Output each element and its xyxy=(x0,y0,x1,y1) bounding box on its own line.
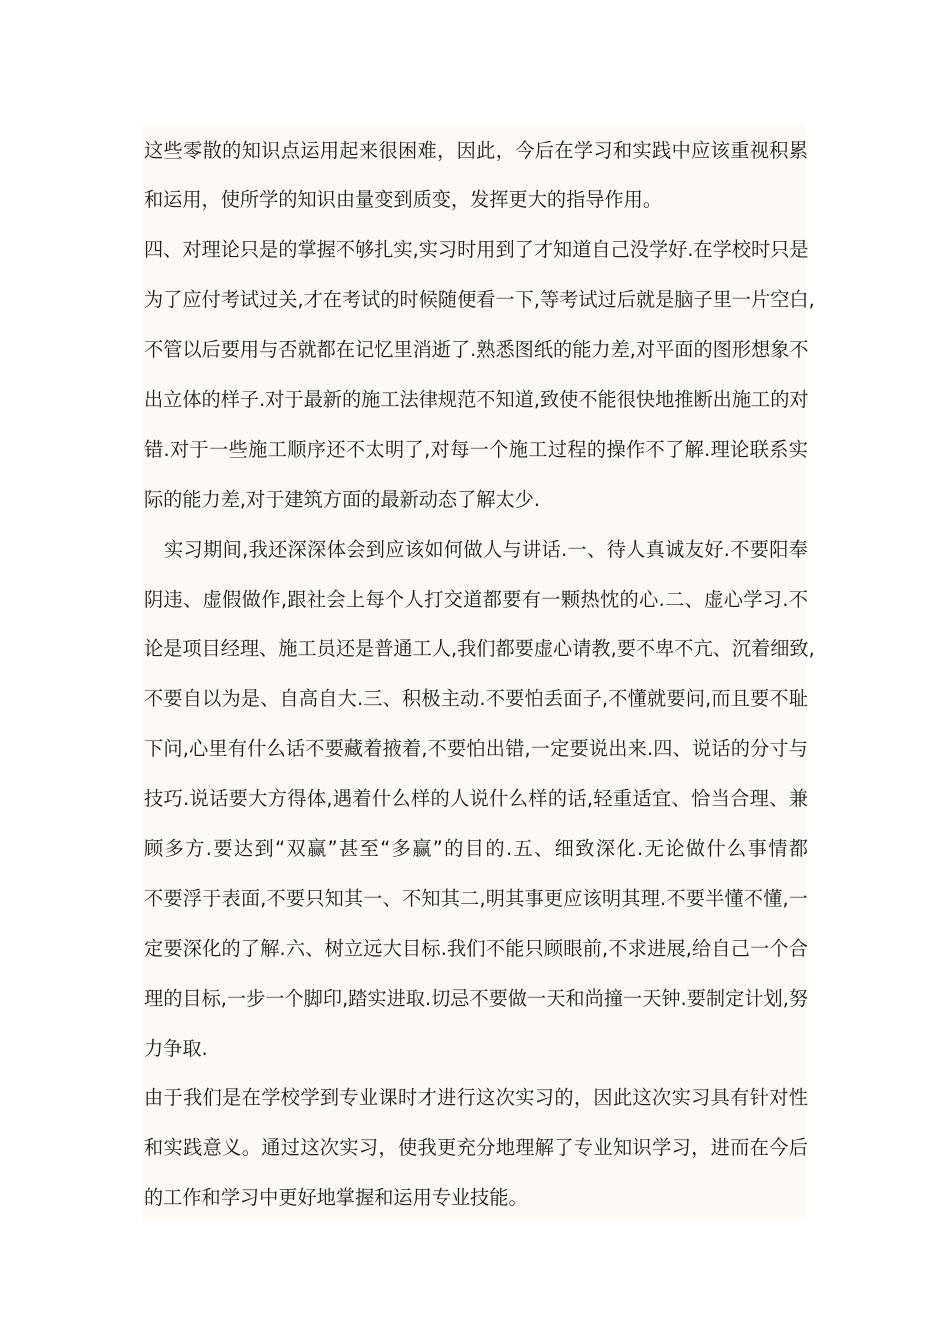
text-line: 的工作和学习中更好地掌握和运用专业技能。 xyxy=(144,1186,528,1209)
text-line: 和实践意义。通过这次实习，使我更充分地理解了专业知识学习，进而在今后 xyxy=(144,1136,808,1159)
text-line: 定要深化的了解.六、树立远大目标.我们不能只顾眼前,不求进展,给自己一个合 xyxy=(144,937,808,960)
text-line: 论是项目经理、施工员还是普通工人,我们都要虚心请教,要不卑不亢、沉着细致, xyxy=(144,637,815,660)
text-line: 际的能力差,对于建筑方面的最新动态了解太少. xyxy=(144,488,540,511)
text-line: 实习期间,我还深深体会到应该如何做人与讲话.一、待人真诚友好.不要阳奉 xyxy=(164,538,808,561)
text-line: 不要自以为是、自高自大.三、积极主动.不要怕丢面子,不懂就要问,而且要不耻 xyxy=(144,687,808,710)
text-line: 技巧.说话要大方得体,遇着什么样的人说什么样的话,轻重适宜、恰当合理、兼 xyxy=(144,787,808,810)
text-line: 由于我们是在学校学到专业课时才进行这次实习的，因此这次实习具有针对性 xyxy=(144,1086,808,1109)
text-line: 四、对理论只是的掌握不够扎实,实习时用到了才知道自己没学好.在学校时只是 xyxy=(144,238,809,261)
text-line: 理的目标,一步一个脚印,踏实进取.切忌不要做一天和尚撞一天钟.要制定计划,努 xyxy=(144,987,808,1010)
text-line: 不要浮于表面,不要只知其一、不知其二,明其事更应该明其理.不要半懂不懂,一 xyxy=(144,887,808,910)
text-line: 力争取. xyxy=(144,1037,208,1060)
text-line: 顾多方.要达到“双赢”甚至“多赢”的目的.五、细致深化.无论做什么事情都 xyxy=(144,837,808,860)
text-line: 为了应付考试过关,才在考试的时候随便看一下,等考试过后就是脑子里一片空白, xyxy=(144,288,815,311)
text-line: 出立体的样子.对于最新的施工法律规范不知道,致使不能很快地推断出施工的对 xyxy=(144,388,809,411)
text-line: 下问,心里有什么话不要藏着掖着,不要怕出错,一定要说出来.四、说话的分寸与 xyxy=(144,737,808,760)
text-line: 阴违、虚假做作,跟社会上每个人打交道都要有一颗热忱的心.二、虚心学习.不 xyxy=(144,588,808,611)
text-line: 和运用，使所学的知识由量变到质变，发挥更大的指导作用。 xyxy=(144,188,663,211)
text-line: 这些零散的知识点运用起来很困难，因此，今后在学习和实践中应该重视积累 xyxy=(144,139,808,162)
text-line: 错.对于一些施工顺序还不太明了,对每一个施工过程的操作不了解.理论联系实 xyxy=(144,438,808,461)
text-line: 不管以后要用与否就都在记忆里消逝了.熟悉图纸的能力差,对平面的图形想象不 xyxy=(144,338,809,361)
